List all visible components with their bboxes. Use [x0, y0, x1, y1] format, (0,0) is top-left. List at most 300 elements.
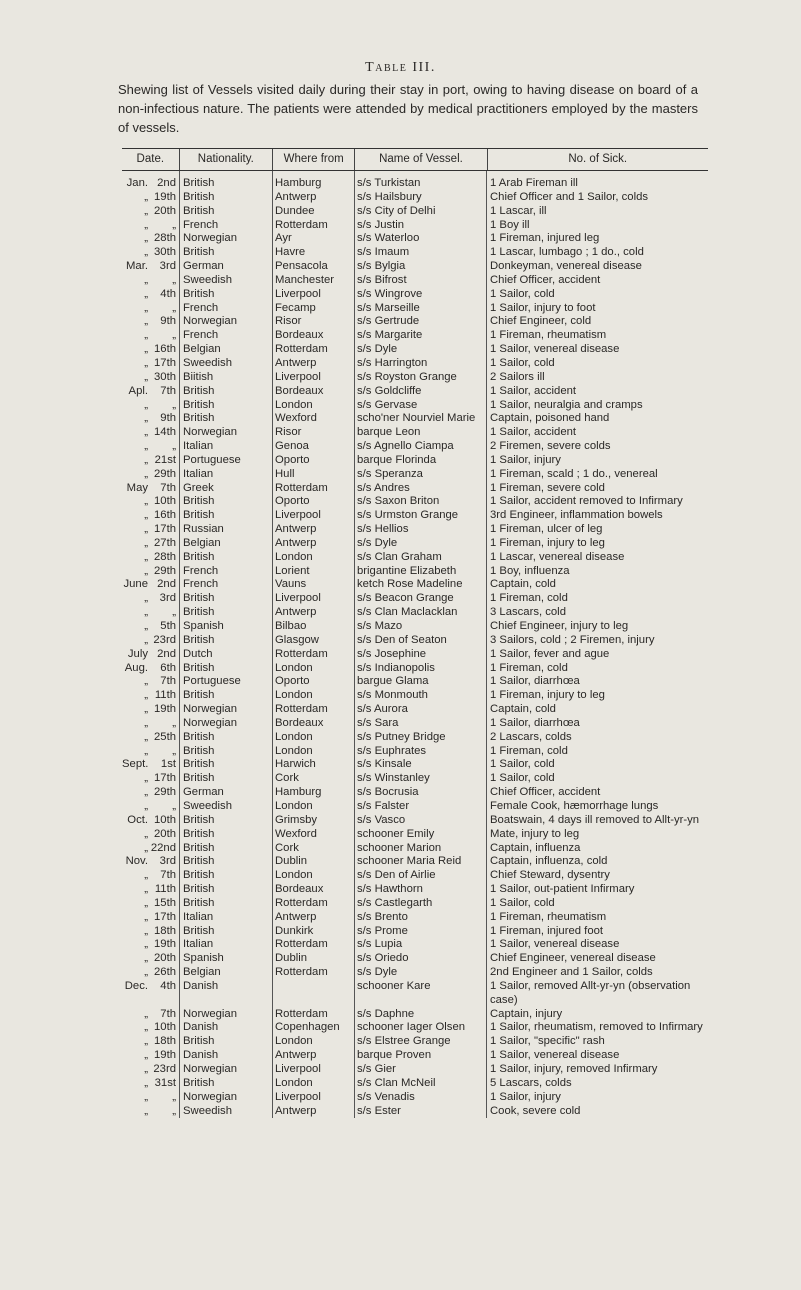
day: 2nd — [157, 578, 176, 591]
day: 10th — [154, 495, 176, 508]
vessel-name-cell: barque Proven — [357, 1049, 432, 1062]
column-divider — [486, 171, 487, 1118]
day: 17th — [154, 772, 176, 785]
day: „ — [172, 329, 176, 342]
table-row — [122, 232, 708, 246]
nationality-cell: Belgian — [183, 536, 221, 549]
table-row — [122, 897, 708, 911]
vessel-name-cell: s/s Gier — [357, 1063, 396, 1075]
table-row — [122, 385, 708, 399]
day: 18th — [154, 924, 176, 937]
vessel-name-cell: s/s Hellios — [357, 523, 409, 536]
where-from-cell: Genoa — [275, 440, 309, 453]
vessel-name-cell: s/s Waterloo — [357, 232, 420, 245]
month: „ — [144, 536, 148, 549]
sick-cell: 1 Sailor, venereal disease — [490, 938, 620, 951]
table-row — [122, 745, 708, 759]
sick-cell: 1 Sailor, venereal disease — [490, 343, 620, 356]
date-cell — [122, 911, 179, 925]
where-from-cell: Liverpool — [275, 1090, 321, 1103]
where-from-cell: London — [275, 730, 313, 743]
table-row — [122, 509, 708, 523]
month: „ — [144, 592, 148, 605]
vessel-name-cell: s/s Dyle — [357, 343, 398, 356]
vessel-name-cell: s/s Prome — [357, 924, 408, 937]
date-cell — [122, 855, 179, 869]
date-cell — [122, 385, 179, 399]
table-row — [122, 938, 708, 952]
date-cell — [122, 191, 179, 205]
table-row — [122, 675, 708, 689]
sick-cell: 1 Sailor, removed Allt-yr-yn (observation case) — [490, 979, 691, 1006]
table-row — [122, 412, 708, 426]
date-cell — [122, 717, 179, 731]
where-from-cell: London — [275, 744, 313, 757]
column-divider — [179, 171, 180, 1118]
where-from-cell: Fecamp — [275, 301, 316, 314]
vessel-name-cell: s/s Clan Maclacklan — [357, 606, 458, 619]
date-cell — [122, 482, 179, 496]
date-cell — [122, 592, 179, 606]
month: Oct. — [127, 813, 148, 826]
month: „ — [144, 204, 148, 217]
table-row — [122, 800, 708, 814]
date-cell — [122, 537, 179, 551]
sick-cell: 1 Fireman, cold — [490, 661, 568, 674]
where-from-cell: Dublin — [275, 952, 308, 965]
month: „ — [144, 190, 148, 203]
nationality-cell: Dutch — [183, 647, 213, 660]
vessel-name-cell: s/s Den of Seaton — [357, 633, 447, 646]
month: „ — [144, 841, 148, 854]
where-from-cell: Dublin — [275, 855, 308, 868]
date-cell — [122, 869, 179, 883]
month: „ — [144, 301, 148, 314]
day: 11th — [154, 883, 176, 896]
sick-cell: Chief Officer and 1 Sailor, colds — [490, 190, 649, 203]
vessel-name-cell: s/s Falster — [357, 799, 410, 812]
nationality-cell: Greek — [183, 481, 214, 494]
vessel-name-cell: s/s Royston Grange — [357, 370, 457, 383]
where-from-cell: Dundee — [275, 204, 315, 217]
date-cell — [122, 758, 179, 772]
nationality-cell: Sweedish — [183, 799, 232, 812]
month: „ — [144, 1007, 148, 1020]
sick-cell: 1 Fireman, rheumatism — [490, 910, 607, 923]
nationality-cell: Norwegian — [183, 232, 238, 245]
nationality-cell: Norwegian — [183, 1007, 238, 1020]
date-cell — [122, 343, 179, 357]
date-cell — [122, 1035, 179, 1049]
date-cell — [122, 357, 179, 371]
vessel-name-cell: s/s Harrington — [357, 356, 428, 369]
month: June — [123, 578, 148, 591]
table-row — [122, 357, 708, 371]
month: „ — [144, 523, 148, 536]
where-from-cell: Rotterdam — [275, 703, 328, 716]
date-cell — [122, 828, 179, 842]
table-row — [122, 606, 708, 620]
month: „ — [144, 620, 148, 632]
table-row — [122, 288, 708, 302]
date-cell — [122, 1008, 179, 1022]
month: „ — [144, 232, 148, 245]
nationality-cell: British — [183, 606, 215, 619]
date-cell — [122, 565, 179, 579]
table-row — [122, 565, 708, 579]
where-from-cell: Antwerp — [275, 1104, 317, 1117]
vessel-name-cell: s/s Euphrates — [357, 744, 427, 757]
month: „ — [144, 398, 148, 411]
month: Dec. — [124, 979, 148, 992]
where-from-cell: Ayr — [275, 232, 292, 245]
date-cell — [122, 523, 179, 537]
where-from-cell: Harwich — [275, 758, 316, 771]
day: „ — [172, 1090, 176, 1103]
sick-cell: 3 Lascars, cold — [490, 606, 566, 619]
date-cell — [122, 551, 179, 565]
sick-cell: 1 Fireman, scald ; 1 do., venereal — [490, 467, 658, 480]
table-row — [122, 343, 708, 357]
table-row — [122, 662, 708, 676]
date-cell — [122, 814, 179, 828]
sick-cell: 1 Lascar, ill — [490, 204, 547, 217]
table-row — [122, 260, 708, 274]
vessel-name-cell: s/s Daphne — [357, 1007, 415, 1020]
date-cell — [122, 232, 179, 246]
table-row — [122, 537, 708, 551]
table-row — [122, 482, 708, 496]
where-from-cell: Hamburg — [275, 786, 322, 799]
sick-cell: 1 Sailor, fever and ague — [490, 647, 610, 660]
table-row — [122, 1008, 708, 1022]
sick-cell: 1 Fireman, cold — [490, 592, 568, 605]
sick-cell: 1 Fireman, severe cold — [490, 481, 605, 494]
sick-cell: 2 Firemen, severe colds — [490, 440, 611, 453]
day: 19th — [154, 938, 176, 951]
nationality-cell: Spanish — [183, 620, 224, 632]
day: „ — [172, 440, 176, 453]
day: 4th — [160, 287, 176, 300]
date-cell — [122, 731, 179, 745]
table-row — [122, 1021, 708, 1035]
vessel-name-cell: s/s Oriedo — [357, 952, 409, 965]
header-date: Date. — [122, 149, 180, 170]
month: „ — [144, 827, 148, 840]
nationality-cell: Spanish — [183, 952, 224, 965]
date-cell — [122, 440, 179, 454]
day: 6th — [160, 661, 176, 674]
sick-cell: 1 Sailor, diarrhœa — [490, 716, 580, 729]
date-cell — [122, 219, 179, 233]
table-row — [122, 315, 708, 329]
sick-cell: 1 Sailor, injury — [490, 453, 561, 466]
where-from-cell: Liverpool — [275, 592, 321, 605]
where-from-cell: Antwerp — [275, 190, 317, 203]
table-row — [122, 925, 708, 939]
nationality-cell: French — [183, 218, 219, 231]
sick-cell: 1 Lascar, venereal disease — [490, 550, 625, 563]
table-row — [122, 371, 708, 385]
sick-cell: Chief Engineer, cold — [490, 315, 592, 328]
where-from-cell: Liverpool — [275, 287, 321, 300]
day: 3rd — [159, 855, 176, 868]
day: 7th — [160, 1007, 176, 1020]
sick-cell: 1 Fireman, injured foot — [490, 924, 604, 937]
date-cell — [122, 675, 179, 689]
month: Mar. — [126, 260, 148, 273]
column-divider — [354, 171, 355, 1118]
table-row — [122, 246, 708, 260]
day: 7th — [160, 675, 176, 688]
sick-cell: Chief Steward, dysentry — [490, 869, 610, 882]
where-from-cell: Bordeaux — [275, 329, 324, 342]
day: 19th — [154, 190, 176, 203]
where-from-cell: Bordeaux — [275, 716, 324, 729]
month: „ — [144, 495, 148, 508]
sick-cell: Captain, cold — [490, 578, 556, 591]
table-row — [122, 648, 708, 662]
where-from-cell: London — [275, 398, 313, 411]
where-from-cell: Grimsby — [275, 813, 318, 826]
table-row — [122, 620, 708, 634]
nationality-cell: French — [183, 578, 219, 591]
vessel-name-cell: s/s Hawthorn — [357, 883, 423, 896]
nationality-cell: British — [183, 813, 215, 826]
where-from-cell: Risor — [275, 426, 302, 439]
month: „ — [144, 786, 148, 799]
sick-cell: 1 Fireman, injury to leg — [490, 536, 605, 549]
date-cell — [122, 634, 179, 648]
month: „ — [144, 896, 148, 909]
day: „ — [172, 273, 176, 286]
sick-cell: Captain, influenza — [490, 841, 581, 854]
table-row — [122, 689, 708, 703]
table-row — [122, 828, 708, 842]
where-from-cell: London — [275, 689, 313, 702]
vessel-name-cell: schooner Emily — [357, 827, 435, 840]
nationality-cell: British — [183, 398, 215, 411]
vessel-name-cell: s/s Margarite — [357, 329, 423, 342]
day: 23rd — [153, 1063, 176, 1075]
sick-cell: 1 Fireman, cold — [490, 744, 568, 757]
date-cell — [122, 662, 179, 676]
where-from-cell: Rotterdam — [275, 481, 328, 494]
sick-cell: 1 Sailor, "specific" rash — [490, 1035, 605, 1048]
sick-cell: Chief Engineer, venereal disease — [490, 952, 656, 965]
vessel-name-cell: s/s Aurora — [357, 703, 408, 716]
sick-cell: 1 Boy, influenza — [490, 564, 570, 577]
table-row — [122, 274, 708, 288]
vessel-name-cell: schooner Iager Olsen — [357, 1021, 466, 1034]
vessel-name-cell: s/s Indianopolis — [357, 661, 435, 674]
where-from-cell: Liverpool — [275, 370, 321, 383]
nationality-cell: British — [183, 924, 215, 937]
vessel-name-cell: s/s Kinsale — [357, 758, 412, 771]
table-row — [122, 1063, 708, 1077]
date-cell — [122, 288, 179, 302]
day: 16th — [154, 509, 176, 522]
vessel-name-cell: s/s Goldcliffe — [357, 384, 422, 397]
table-row — [122, 717, 708, 731]
month: „ — [144, 356, 148, 369]
day: 2nd — [157, 647, 176, 660]
month: Apl. — [128, 384, 148, 397]
nationality-cell: British — [183, 689, 215, 702]
table-body — [122, 171, 708, 1118]
vessel-name-cell: barque Leon — [357, 426, 421, 439]
day: 19th — [154, 703, 176, 716]
vessel-name-cell: s/s Andres — [357, 481, 410, 494]
table-row — [122, 454, 708, 468]
day: 20th — [154, 952, 176, 965]
vessel-name-cell: s/s Elstree Grange — [357, 1035, 451, 1048]
day: 4th — [160, 979, 176, 992]
month: May — [126, 481, 148, 494]
nationality-cell: British — [183, 550, 215, 563]
day: 21st — [154, 453, 176, 466]
vessel-name-cell: s/s Imaum — [357, 246, 410, 259]
table-row — [122, 703, 708, 717]
sick-cell: 1 Sailor, injury, removed Infirmary — [490, 1063, 658, 1075]
nationality-cell: British — [183, 855, 215, 868]
where-from-cell: Vauns — [275, 578, 307, 591]
nationality-cell: French — [183, 301, 219, 314]
sick-cell: Captain, injury — [490, 1007, 563, 1020]
where-from-cell: Liverpool — [275, 1063, 321, 1075]
sick-cell: Chief Officer, accident — [490, 273, 601, 286]
nationality-cell: Danish — [183, 979, 219, 992]
table-row — [122, 1091, 708, 1105]
where-from-cell: Rotterdam — [275, 218, 328, 231]
nationality-cell: British — [183, 495, 215, 508]
day: 27th — [154, 536, 176, 549]
vessel-name-cell: s/s Winstanley — [357, 772, 430, 785]
vessel-name-cell: schooner Marion — [357, 841, 442, 854]
nationality-cell: British — [183, 758, 215, 771]
where-from-cell: Antwerp — [275, 536, 317, 549]
table-row — [122, 980, 708, 1008]
vessel-name-cell: s/s Putney Bridge — [357, 730, 446, 743]
where-from-cell: Dunkirk — [275, 924, 314, 937]
table-row — [122, 440, 708, 454]
table-row — [122, 219, 708, 233]
day: 7th — [160, 384, 176, 397]
where-from-cell: Oporto — [275, 453, 310, 466]
nationality-cell: Sweedish — [183, 1104, 232, 1117]
nationality-cell: British — [183, 412, 215, 425]
date-cell — [122, 800, 179, 814]
day: 9th — [160, 315, 176, 328]
nationality-cell: Portuguese — [183, 453, 241, 466]
sick-cell: 1 Boy ill — [490, 218, 530, 231]
vessel-name-cell: s/s Ester — [357, 1104, 401, 1117]
month: Aug. — [124, 661, 148, 674]
sick-cell: Chief Engineer, injury to leg — [490, 620, 629, 632]
table-row — [122, 205, 708, 219]
nationality-cell: Norwegian — [183, 426, 238, 439]
nationality-cell: Norwegian — [183, 703, 238, 716]
month: „ — [144, 426, 148, 439]
where-from-cell: London — [275, 550, 313, 563]
table-row — [122, 1077, 708, 1091]
day: 28th — [154, 232, 176, 245]
nationality-cell: Italian — [183, 938, 214, 951]
nationality-cell: British — [183, 177, 215, 189]
month: „ — [144, 1090, 148, 1103]
date-cell — [122, 1063, 179, 1077]
column-divider — [272, 171, 273, 1118]
date-cell — [122, 399, 179, 413]
day: 16th — [154, 343, 176, 356]
nationality-cell: Norwegian — [183, 1090, 238, 1103]
nationality-cell: French — [183, 564, 219, 577]
sick-cell: Cook, severe cold — [490, 1104, 581, 1117]
date-cell — [122, 426, 179, 440]
table-row — [122, 952, 708, 966]
sick-cell: 1 Sailor, neuralgia and cramps — [490, 398, 643, 411]
vessel-name-cell: s/s Josephine — [357, 647, 427, 660]
date-cell — [122, 509, 179, 523]
date-cell — [122, 620, 179, 634]
sick-cell: Chief Officer, accident — [490, 786, 601, 799]
vessels-table — [122, 148, 708, 1118]
nationality-cell: British — [183, 1035, 215, 1048]
day: 17th — [154, 910, 176, 923]
month: „ — [144, 440, 148, 453]
nationality-cell: British — [183, 633, 215, 646]
nationality-cell: British — [183, 772, 215, 785]
month: „ — [144, 246, 148, 259]
date-cell — [122, 1091, 179, 1105]
table-row — [122, 634, 708, 648]
where-from-cell: Manchester — [275, 273, 335, 286]
date-cell — [122, 703, 179, 717]
vessel-name-cell: s/s Venadis — [357, 1090, 415, 1103]
nationality-cell: British — [183, 661, 215, 674]
day: „ — [172, 218, 176, 231]
table-row — [122, 399, 708, 413]
date-cell — [122, 205, 179, 219]
vessel-name-cell: s/s Marseille — [357, 301, 420, 314]
month: „ — [144, 564, 148, 577]
sick-cell: 1 Fireman, injury to leg — [490, 689, 605, 702]
day: 17th — [154, 356, 176, 369]
table-row — [122, 191, 708, 205]
table-row — [122, 1105, 708, 1119]
nationality-cell: British — [183, 287, 215, 300]
date-cell — [122, 412, 179, 426]
nationality-cell: British — [183, 204, 215, 217]
sick-cell: 1 Sailor, diarrhœa — [490, 675, 580, 688]
vessel-name-cell: s/s Bifrost — [357, 273, 407, 286]
nationality-cell: Sweedish — [183, 356, 232, 369]
nationality-cell: Biitish — [183, 370, 214, 383]
table-header — [122, 148, 708, 171]
day: 2nd — [157, 177, 176, 189]
nationality-cell: Belgian — [183, 343, 221, 356]
table-row — [122, 578, 708, 592]
nationality-cell: Portuguese — [183, 675, 241, 688]
vessel-name-cell: s/s Dyle — [357, 536, 398, 549]
date-cell — [122, 966, 179, 980]
date-cell — [122, 1021, 179, 1035]
date-cell — [122, 578, 179, 592]
month: „ — [144, 689, 148, 702]
nationality-cell: British — [183, 883, 215, 896]
table-row — [122, 758, 708, 772]
sick-cell: 1 Sailor, cold — [490, 772, 555, 785]
